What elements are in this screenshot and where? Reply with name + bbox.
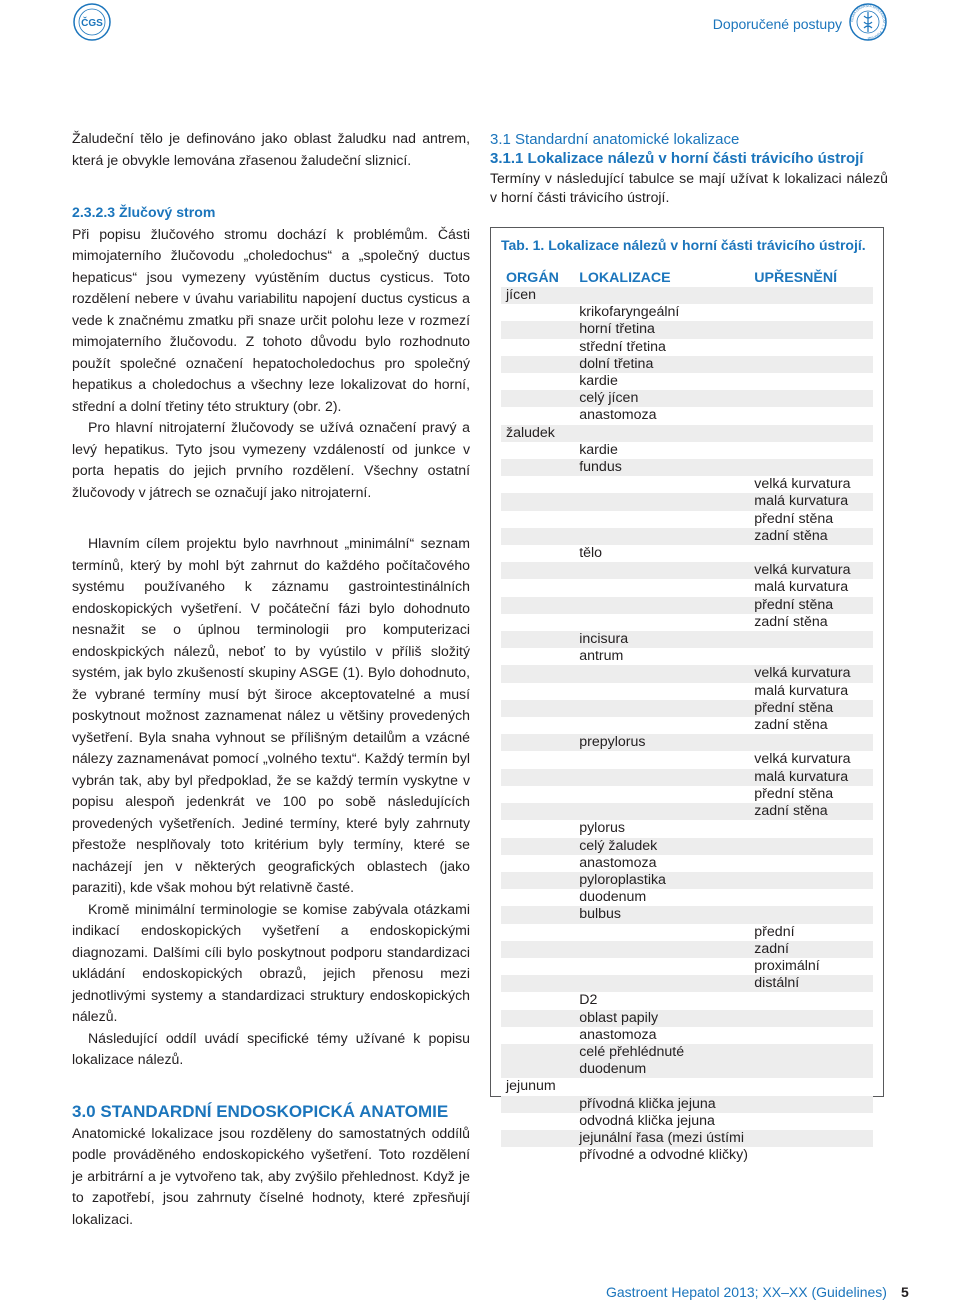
table-cell-organ xyxy=(501,1027,579,1044)
table-row xyxy=(501,339,873,356)
table-row xyxy=(501,665,873,682)
table-cell-organ xyxy=(501,562,579,579)
page-footer xyxy=(606,1284,909,1300)
footer-journal: Gastroent Hepatol 2013; XX–XX (Guidelines) xyxy=(606,1284,887,1300)
table-row xyxy=(501,924,873,941)
table-cell-organ xyxy=(501,1130,579,1147)
table-row xyxy=(501,648,873,665)
table-row xyxy=(501,476,873,493)
table-row xyxy=(501,579,873,596)
table-cell-detail xyxy=(754,425,873,442)
table-cell-location xyxy=(579,958,754,975)
table-cell-location xyxy=(579,579,754,596)
table-cell-location: kardie xyxy=(579,373,618,390)
page-header xyxy=(0,0,960,50)
table-cell-location xyxy=(579,975,754,992)
table-cell-location: pylorus xyxy=(579,820,625,837)
table-cell-detail xyxy=(754,648,873,665)
table-cell-organ xyxy=(501,1096,579,1113)
table-cell-detail xyxy=(754,734,873,751)
table-cell-location xyxy=(579,1078,754,1095)
table-cell-location: incisura xyxy=(579,631,629,648)
table-cell-location xyxy=(579,786,754,803)
table-row xyxy=(501,390,873,407)
table-cell-detail xyxy=(754,889,873,906)
table-body xyxy=(501,287,873,1164)
section-heading-standard-locations: 3.1 Standardní anatomické lokalizace xyxy=(490,131,740,148)
table-row xyxy=(501,373,873,390)
table-cell-location xyxy=(579,562,754,579)
table-cell-detail: přední stěna xyxy=(754,699,834,716)
table-cell-organ xyxy=(501,683,579,700)
table-header-organ: ORGÁN xyxy=(506,270,559,286)
logo-right-text: ČESKÁ LÉKAŘSKÁ SPOLEČNOST J. E. PURKYNĚ xyxy=(849,3,887,41)
table-row xyxy=(501,700,873,717)
paragraph-other-goals: Kromě minimální terminologie se komise zabývala otázkami indikací endoskopických vyšetření a endoskopickými diagnozami. Dalšími cíli bylo poskytnout podporu standardizaci ukládání endoskopických obrazů, jejich přenosu mezi jednotlivými systemy a standardizaci struktury endoskopických nálezů. xyxy=(72,900,470,1024)
table-caption: Tab. 1. Lokalizace nálezů v horní části trávicího ústrojí. xyxy=(501,237,866,253)
table-cell-location: antrum xyxy=(579,648,624,665)
table-cell-detail: přední xyxy=(754,923,795,940)
table-cell-organ xyxy=(501,906,579,923)
table-cell-location: D2 xyxy=(579,992,598,1009)
table-cell-location: bulbus xyxy=(579,906,622,923)
table-cell-location xyxy=(579,941,754,958)
table-cell-organ xyxy=(501,838,579,855)
table-cell-location: odvodná klička jejuna xyxy=(579,1112,715,1129)
table-cell-detail xyxy=(754,855,873,872)
table-cell-organ xyxy=(501,476,579,493)
table-cell-organ xyxy=(501,321,579,338)
table-cell-location xyxy=(579,511,754,528)
table-cell-detail xyxy=(754,1096,873,1113)
table-cell-detail xyxy=(754,321,873,338)
table-row xyxy=(501,941,873,958)
table-header-row xyxy=(501,270,873,287)
section-heading-upper-gi: 3.1.1 Lokalizace nálezů v horní části trávicího ústrojí xyxy=(490,150,864,167)
table-row xyxy=(501,734,873,751)
paragraph-project-aim: Hlavním cílem projektu bylo navrhnout „minimální“ seznam termínů, který by mohl být zahrnut do každého počítačového systému používaného k záznamu gastrointestinálních endoskopických vyšetření. V počáteční fázi bylo dohodnuto nesnažit se o úplnou terminologii pro komputerizaci endoskpických nálezů, neboť to by vyústilo v příliš složitý systém, jak bylo zkušeností skupiny ASGE (1). Bylo dohodnuto, že vybrané termíny musí být široce akceptovatelné a musí poskytnout možnost zaznamenat nález u většiny provedených vyšetření. Byla snaha vyhnout se přílišným detailům a vzácné nálezy zaznamenávat pomocí „volného textu“. Každý termín byl vybrán tak, aby byl předpoklad, že se každý termín vyskytne v popisu alespoň jedenkrát ve 100 po sobě následujících provedených vyšetřeních. Jediné termíny, které byly zahrnuty přestože nesplňovaly toto kritérium byly termíny, které se nacházejí jen v některých geografických oblastech (jako paraziti), kde však mohou být relativně časté. xyxy=(72,535,470,895)
table-cell-detail xyxy=(754,820,873,837)
table-cell-detail: proximální xyxy=(754,957,820,974)
table-cell-detail xyxy=(754,631,873,648)
table-cell-organ xyxy=(501,339,579,356)
table-cell-detail: přední stěna xyxy=(754,596,834,613)
table-cell-location: jejunální řasa (mezi ústími xyxy=(579,1129,744,1146)
table-cell-detail: přední stěna xyxy=(754,510,834,527)
table-cell-location xyxy=(579,803,754,820)
table-cell-detail xyxy=(754,339,873,356)
table-row xyxy=(501,1078,873,1095)
table-row xyxy=(501,304,873,321)
table-row xyxy=(501,751,873,768)
table-row xyxy=(501,459,873,476)
table-cell-organ: žaludek xyxy=(506,424,555,441)
table-cell-detail xyxy=(754,992,873,1009)
table-row xyxy=(501,855,873,872)
table-cell-organ xyxy=(501,734,579,751)
table-row xyxy=(501,889,873,906)
paragraph-biliary-1: Při popisu žlučového stromu dochází k problémům. Části mimojaterního žlučovodu „choledochus“ a „společný ductus hepaticus“ jsou vymezeny vyústěním ductus cysticus. Toto rozdělení nebere v úvahu variabilitu napojení ductus cysticus a vede k značnému zmatku při snaze určit polohu leze v rozmezí mimojaterního žlučovodu. Z tohoto důvodu bylo rozhodnuto použít společné označení hepatocholedochus pro společný hepatikus a choledochus a všechny leze lokalizovat do horní, střední a dolní třetiny této struktury (obr. 2). xyxy=(72,225,470,414)
table-cell-location xyxy=(579,597,754,614)
section-heading-anatomy: 3.0 STANDARDNÍ ENDOSKOPICKÁ ANATOMIE xyxy=(72,1101,449,1121)
table-cell-organ xyxy=(501,304,579,321)
table-cell-detail: velká kurvatura xyxy=(754,476,851,493)
page-number: 5 xyxy=(900,1284,909,1300)
table-row xyxy=(501,1027,873,1044)
paragraph-biliary-2: Pro hlavní nitrojaterní žlučovody se užívá označení pravý a levý hepatikus. Tyto jsou vymezeny vzdáleností od junkce v porta hepatis do jejich prvního rozdělení. Všechny ostatní žlučovody v játrech se označují jako nitrojaterní. xyxy=(72,419,470,500)
paragraph-stomach-body: Žaludeční tělo je definováno jako oblast žaludku nad antrem, která je obvykle lemována zřasenou žaludeční sliznicí. xyxy=(72,130,470,168)
table-header-detail: UPŘESNĚNÍ xyxy=(754,270,838,286)
table-cell-detail xyxy=(754,287,873,304)
table-cell-detail: velká kurvatura xyxy=(754,665,851,682)
table-cell-detail: malá kurvatura xyxy=(754,493,849,510)
table-cell-detail xyxy=(754,872,873,889)
table-row xyxy=(501,820,873,837)
table-cell-detail: zadní stěna xyxy=(754,803,828,820)
table-row xyxy=(501,1147,873,1164)
logo-left-text: ČGS xyxy=(81,18,103,29)
table-cell-location: celé přehlédnuté duodenum xyxy=(579,1043,685,1078)
table-header-location: LOKALIZACE xyxy=(579,270,671,286)
paragraph-anatomy: Anatomické lokalizace jsou rozděleny do samostatných oddílů podle prováděného endoskopického vyšetření. Toto rozdělení je arbitrární a je vytvořeno tak, aby zvýšilo přehlednost. Když je to zapotřebí, jsou zahrnuty číselné hodnoty, které zpřesňují lokalizaci. xyxy=(72,1124,470,1227)
table-row xyxy=(501,769,873,786)
table-cell-organ xyxy=(501,786,579,803)
table-cell-location xyxy=(579,425,754,442)
right-column xyxy=(490,130,888,1164)
table-cell-detail: malá kurvatura xyxy=(754,682,849,699)
table-cell-location: přívodné a odvodné kličky) xyxy=(579,1147,748,1164)
table-cell-organ xyxy=(501,459,579,476)
table-row xyxy=(501,906,873,923)
table-cell-detail xyxy=(754,356,873,373)
table-cell-detail: distální xyxy=(754,975,800,992)
table-row xyxy=(501,321,873,338)
table-row xyxy=(501,992,873,1009)
table-cell-organ xyxy=(501,855,579,872)
table-row xyxy=(501,442,873,459)
table-row xyxy=(501,1130,873,1147)
table-cell-organ xyxy=(501,872,579,889)
table-cell-organ xyxy=(501,597,579,614)
table-cell-detail xyxy=(754,304,873,321)
table-cell-organ xyxy=(501,528,579,545)
table-cell-detail: zadní stěna xyxy=(754,717,828,734)
table-cell-location xyxy=(579,769,754,786)
table-cell-organ xyxy=(501,992,579,1009)
table-cell-detail xyxy=(754,906,873,923)
table-cell-detail xyxy=(754,545,873,562)
table-cell-detail xyxy=(754,1130,873,1147)
table-cell-detail xyxy=(754,390,873,407)
table-cell-organ xyxy=(501,717,579,734)
table-row xyxy=(501,1044,873,1078)
table-cell-detail: zadní xyxy=(754,940,790,957)
table-cell-location xyxy=(579,665,754,682)
table-row xyxy=(501,958,873,975)
table-cell-organ xyxy=(501,751,579,768)
left-column xyxy=(72,128,470,1230)
table-row xyxy=(501,614,873,631)
table-cell-location xyxy=(579,287,754,304)
table-cell-location: kardie xyxy=(579,441,618,458)
table-cell-detail: malá kurvatura xyxy=(754,768,849,785)
table-cell-organ xyxy=(501,941,579,958)
table-cell-location: střední třetina xyxy=(579,338,666,355)
table-cell-location xyxy=(579,493,754,510)
table-row xyxy=(501,1096,873,1113)
table-cell-detail: malá kurvatura xyxy=(754,579,849,596)
table-row xyxy=(501,287,873,304)
table-cell-organ xyxy=(501,958,579,975)
table-cell-location: pyloroplastika xyxy=(579,871,666,888)
table-row xyxy=(501,511,873,528)
table-cell-location: prepylorus xyxy=(579,734,646,751)
table-cell-detail: zadní stěna xyxy=(754,613,828,630)
table-row xyxy=(501,425,873,442)
table-cell-location xyxy=(579,700,754,717)
table-row xyxy=(501,838,873,855)
table-cell-location: celý žaludek xyxy=(579,837,658,854)
table-cell-organ: jejunum xyxy=(506,1078,556,1095)
table-cell-organ xyxy=(501,407,579,424)
table-cell-location: anastomoza xyxy=(579,854,657,871)
table-row xyxy=(501,1010,873,1027)
table-cell-detail: velká kurvatura xyxy=(754,751,851,768)
table-cell-detail xyxy=(754,407,873,424)
table-cell-location: dolní třetina xyxy=(579,355,654,372)
table-row xyxy=(501,631,873,648)
table-row xyxy=(501,562,873,579)
table-cell-detail xyxy=(754,1113,873,1130)
table-cell-organ xyxy=(501,631,579,648)
table-cell-location: krikofaryngeální xyxy=(579,304,680,321)
table-cell-organ xyxy=(501,1010,579,1027)
table-cell-location xyxy=(579,614,754,631)
table-cell-organ xyxy=(501,545,579,562)
header-title: Doporučené postupy xyxy=(712,16,842,32)
table-cell-organ xyxy=(501,648,579,665)
paragraph-table-intro: Termíny v následující tabulce se mají užívat k lokalizaci nálezů v horní části trávicího ústrojí. xyxy=(490,170,888,205)
table-cell-location: tělo xyxy=(579,545,603,562)
table-cell-detail xyxy=(754,838,873,855)
table-row xyxy=(501,786,873,803)
paragraph-next-section: Následující oddíl uvádí specifické témy užívané k popisu lokalizace nálezů. xyxy=(72,1029,470,1067)
table-cell-detail xyxy=(754,442,873,459)
table-cell-organ xyxy=(501,803,579,820)
table-cell-organ xyxy=(501,1044,579,1078)
table-row xyxy=(501,528,873,545)
table-cell-organ xyxy=(501,356,579,373)
table-row xyxy=(501,407,873,424)
table-cell-location xyxy=(579,476,754,493)
table-cell-detail: zadní stěna xyxy=(754,527,828,544)
table-cell-location: oblast papily xyxy=(579,1009,659,1026)
section-heading-biliary-tree: 2.3.2.3 Žlučový strom xyxy=(72,204,216,220)
table-cell-organ xyxy=(501,1113,579,1130)
table-row xyxy=(501,803,873,820)
table-cell-location: horní třetina xyxy=(579,321,655,338)
table-cell-detail xyxy=(754,1010,873,1027)
table-cell-location: duodenum xyxy=(579,889,647,906)
table-cell-location: přívodná klička jejuna xyxy=(579,1095,716,1112)
table-cell-location: celý jícen xyxy=(579,390,639,407)
table-cell-organ xyxy=(501,1147,579,1164)
table-cell-organ xyxy=(501,700,579,717)
table-cell-detail xyxy=(754,373,873,390)
table-cell-location: anastomoza xyxy=(579,1026,657,1043)
table-cell-detail xyxy=(754,1027,873,1044)
table-cell-organ xyxy=(501,373,579,390)
table-cell-organ xyxy=(501,614,579,631)
table-cell-detail xyxy=(754,1147,873,1164)
table-row xyxy=(501,597,873,614)
table-cell-organ xyxy=(501,889,579,906)
table-cell-location: anastomoza xyxy=(579,407,657,424)
table-cell-organ xyxy=(501,924,579,941)
table-cell-organ xyxy=(501,820,579,837)
table-cell-organ xyxy=(501,493,579,510)
table-cell-organ xyxy=(501,390,579,407)
table-cell-detail: velká kurvatura xyxy=(754,562,851,579)
table-cell-organ xyxy=(501,511,579,528)
table-row xyxy=(501,872,873,889)
table-row xyxy=(501,683,873,700)
table-row xyxy=(501,1113,873,1130)
table-row xyxy=(501,975,873,992)
localization-table xyxy=(490,227,884,1164)
table-cell-location xyxy=(579,924,754,941)
table-row xyxy=(501,717,873,734)
table-cell-organ: jícen xyxy=(506,287,536,303)
table-cell-location xyxy=(579,683,754,700)
table-cell-location xyxy=(579,717,754,734)
table-cell-organ xyxy=(501,579,579,596)
table-cell-location xyxy=(579,528,754,545)
table-cell-detail xyxy=(754,1044,873,1078)
table-row xyxy=(501,545,873,562)
table-cell-organ xyxy=(501,975,579,992)
table-row xyxy=(501,493,873,510)
table-cell-organ xyxy=(501,665,579,682)
table-row xyxy=(501,356,873,373)
table-cell-organ xyxy=(501,442,579,459)
table-cell-detail xyxy=(754,1078,873,1095)
cls-jep-logo-icon xyxy=(848,2,888,42)
table-cell-organ xyxy=(501,769,579,786)
table-cell-location: fundus xyxy=(579,459,622,476)
cgs-logo-icon xyxy=(72,2,112,42)
table-cell-detail xyxy=(754,459,873,476)
table-cell-location xyxy=(579,751,754,768)
table-cell-detail: přední stěna xyxy=(754,785,834,802)
